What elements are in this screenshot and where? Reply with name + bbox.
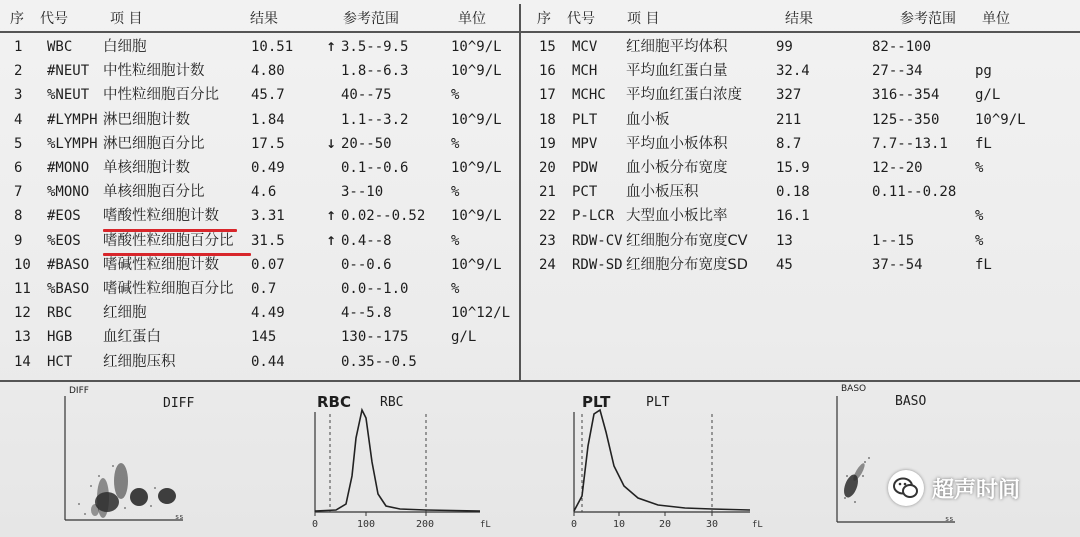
plt-histogram xyxy=(560,386,770,534)
row-unit: 10^9/L xyxy=(451,111,502,128)
row-item-name: 嗜酸性粒细胞百分比 xyxy=(103,232,234,249)
row-result: 13 xyxy=(776,232,793,249)
plt-tick-20: 20 xyxy=(659,519,672,530)
row-result: 0.07 xyxy=(251,256,285,273)
row-flag-arrow: ↑ xyxy=(326,233,337,248)
row-code: %MONO xyxy=(47,184,90,201)
row-reference-range: 130--175 xyxy=(341,329,409,346)
row-result: 99 xyxy=(776,39,793,55)
row-number: 23 xyxy=(539,232,556,249)
row-result: 17.5 xyxy=(251,135,285,152)
highlight-underline-eos-count xyxy=(103,229,237,232)
row-reference-range: 0.11--0.28 xyxy=(872,184,957,201)
header-seq-right: 序 xyxy=(537,11,551,27)
row-unit: 10^9/L xyxy=(451,39,502,55)
header-ref: 参考范围 xyxy=(343,11,399,27)
row-reference-range: 1--15 xyxy=(872,232,915,249)
row-code: %NEUT xyxy=(47,87,90,104)
row-unit: pg xyxy=(975,63,992,80)
row-number: 10 xyxy=(14,256,31,273)
rbc-unit: fL xyxy=(480,520,491,530)
row-reference-range: 12--20 xyxy=(872,160,923,176)
row-number: 13 xyxy=(14,329,31,346)
row-result: 145 xyxy=(251,329,277,346)
row-result: 1.84 xyxy=(251,111,285,128)
row-reference-range: 0.4--8 xyxy=(341,232,392,249)
row-result: 4.49 xyxy=(251,305,285,322)
row-unit: % xyxy=(451,232,460,249)
row-code: PLT xyxy=(572,111,598,128)
row-item-name: 血小板分布宽度 xyxy=(626,160,728,176)
row-number: 12 xyxy=(14,305,31,322)
row-reference-range: 0--0.6 xyxy=(341,256,392,273)
row-item-name: 嗜碱性粒细胞百分比 xyxy=(103,281,234,297)
row-result: 0.7 xyxy=(251,281,277,297)
row-code: #NEUT xyxy=(47,63,90,80)
row-item-name: 大型血小板比率 xyxy=(626,208,728,225)
row-number: 16 xyxy=(539,63,556,80)
diff-scattergram xyxy=(55,386,255,526)
row-code: #EOS xyxy=(47,208,81,225)
row-item-name: 中性粒细胞计数 xyxy=(103,63,205,80)
plt-big-label: PLT xyxy=(582,393,611,411)
row-reference-range: 3.5--9.5 xyxy=(341,39,409,55)
row-code: HCT xyxy=(47,353,73,370)
row-item-name: 红细胞 xyxy=(103,305,147,322)
row-reference-range: 0.0--1.0 xyxy=(341,281,409,297)
row-number: 3 xyxy=(14,87,23,104)
row-number: 14 xyxy=(14,353,31,370)
row-unit: 10^12/L xyxy=(451,305,511,322)
row-number: 21 xyxy=(539,184,556,201)
baso-scattergram xyxy=(825,384,985,530)
row-item-name: 淋巴细胞百分比 xyxy=(103,135,205,152)
row-reference-range: 82--100 xyxy=(872,39,932,55)
rbc-tick-200: 200 xyxy=(416,519,435,530)
row-result: 211 xyxy=(776,111,802,128)
row-result: 4.80 xyxy=(251,63,285,80)
row-reference-range: 27--34 xyxy=(872,63,923,80)
row-result: 8.7 xyxy=(776,135,802,152)
row-result: 45 xyxy=(776,256,793,273)
row-code: %BASO xyxy=(47,281,90,297)
row-item-name: 血红蛋白 xyxy=(103,329,161,346)
row-reference-range: 0.1--0.6 xyxy=(341,160,409,176)
header-item-right: 项 目 xyxy=(627,11,660,27)
row-reference-range: 0.35--0.5 xyxy=(341,353,417,370)
row-item-name: 红细胞平均体积 xyxy=(626,39,728,55)
graph-section-rule xyxy=(0,380,1080,382)
row-flag-arrow: ↑ xyxy=(326,209,337,224)
rbc-title: RBC xyxy=(380,395,404,410)
row-code: #BASO xyxy=(47,256,90,273)
row-item-name: 平均血红蛋白量 xyxy=(626,63,728,80)
header-seq: 序 xyxy=(10,11,24,27)
plt-title: PLT xyxy=(646,395,670,410)
row-number: 20 xyxy=(539,160,556,176)
baso-corner-label: BASO xyxy=(841,384,867,394)
header-result-right: 结果 xyxy=(785,11,813,27)
row-number: 4 xyxy=(14,111,23,128)
row-unit: 10^9/L xyxy=(451,208,502,225)
row-reference-range: 1.1--3.2 xyxy=(341,111,409,128)
row-reference-range: 7.7--13.1 xyxy=(872,135,948,152)
row-item-name: 平均血小板体积 xyxy=(626,135,728,152)
row-reference-range: 20--50 xyxy=(341,135,392,152)
row-item-name: 红细胞压积 xyxy=(103,353,176,370)
row-unit: 10^9/L xyxy=(975,111,1026,128)
row-result: 32.4 xyxy=(776,63,810,80)
row-result: 4.6 xyxy=(251,184,277,201)
row-unit: % xyxy=(451,184,460,201)
row-item-name: 嗜碱性粒细胞计数 xyxy=(103,256,219,273)
row-number: 17 xyxy=(539,87,556,104)
row-number: 18 xyxy=(539,111,556,128)
plt-tick-30: 30 xyxy=(706,519,719,530)
row-item-name: 血小板压积 xyxy=(626,184,699,201)
row-code: HGB xyxy=(47,329,73,346)
row-result: 10.51 xyxy=(251,39,294,55)
row-unit: % xyxy=(451,135,460,152)
row-code: RDW-CV xyxy=(572,232,623,249)
row-item-name: 平均血红蛋白浓度 xyxy=(626,87,742,104)
row-reference-range: 125--350 xyxy=(872,111,940,128)
row-result: 45.7 xyxy=(251,87,285,104)
row-item-name: 嗜酸性粒细胞计数 xyxy=(103,208,219,225)
row-result: 16.1 xyxy=(776,208,810,225)
row-unit: 10^9/L xyxy=(451,63,502,80)
row-item-name: 血小板 xyxy=(626,111,670,128)
row-unit: g/L xyxy=(451,329,477,346)
row-unit: 10^9/L xyxy=(451,256,502,273)
row-unit: fL xyxy=(975,256,992,273)
row-number: 24 xyxy=(539,256,556,273)
header-unit-right: 单位 xyxy=(982,11,1010,27)
row-unit: % xyxy=(451,87,460,104)
header-item: 项 目 xyxy=(110,11,143,27)
row-code: WBC xyxy=(47,39,73,55)
row-unit: fL xyxy=(975,135,992,152)
row-unit: % xyxy=(975,208,984,225)
rbc-big-label: RBC xyxy=(317,393,351,411)
column-divider xyxy=(519,4,521,380)
row-number: 1 xyxy=(14,39,23,55)
plt-tick-0: 0 xyxy=(571,519,578,530)
header-unit: 单位 xyxy=(458,11,486,27)
row-number: 6 xyxy=(14,160,23,176)
row-result: 0.44 xyxy=(251,353,285,370)
header-rule xyxy=(0,31,1080,33)
row-result: 31.5 xyxy=(251,232,285,249)
header-ref-right: 参考范围 xyxy=(900,11,956,27)
diff-title: DIFF xyxy=(163,396,195,411)
row-reference-range: 37--54 xyxy=(872,256,923,273)
header-code: 代号 xyxy=(40,11,68,27)
row-code: PCT xyxy=(572,184,598,201)
rbc-histogram xyxy=(300,386,500,534)
row-code: MCH xyxy=(572,63,598,80)
plt-unit: fL xyxy=(752,520,763,530)
row-code: %EOS xyxy=(47,232,81,249)
row-item-name: 单核细胞计数 xyxy=(103,160,190,176)
row-unit: % xyxy=(451,281,460,297)
plt-tick-10: 10 xyxy=(613,519,626,530)
row-flag-arrow: ↓ xyxy=(326,136,337,151)
row-item-name: 中性粒细胞百分比 xyxy=(103,87,219,104)
watermark-text: 超声时间 xyxy=(932,477,1021,503)
row-number: 2 xyxy=(14,63,23,80)
header-code-right: 代号 xyxy=(567,11,595,27)
row-result: 0.49 xyxy=(251,160,285,176)
row-unit: % xyxy=(975,232,984,249)
row-number: 11 xyxy=(14,281,31,297)
row-number: 9 xyxy=(14,232,23,249)
row-number: 5 xyxy=(14,135,23,152)
row-number: 7 xyxy=(14,184,23,201)
row-code: MCV xyxy=(572,39,598,55)
diff-axis-label: ss xyxy=(175,513,184,521)
row-number: 8 xyxy=(14,208,23,225)
rbc-tick-100: 100 xyxy=(357,519,376,530)
row-code: RDW-SD xyxy=(572,256,623,273)
row-number: 22 xyxy=(539,208,556,225)
row-code: %LYMPH xyxy=(47,135,98,152)
row-reference-range: 0.02--0.52 xyxy=(341,208,426,225)
row-code: PDW xyxy=(572,160,598,176)
row-reference-range: 40--75 xyxy=(341,87,392,104)
highlight-underline-eos-percent xyxy=(103,253,251,256)
row-number: 19 xyxy=(539,135,556,152)
row-unit: g/L xyxy=(975,87,1001,104)
baso-axis-label: ss xyxy=(945,515,954,523)
row-item-name: 红细胞分布宽度SD xyxy=(626,256,748,273)
row-item-name: 红细胞分布宽度CV xyxy=(626,232,748,249)
row-item-name: 淋巴细胞计数 xyxy=(103,111,190,128)
baso-title: BASO xyxy=(895,394,927,409)
row-code: MCHC xyxy=(572,87,606,104)
row-result: 15.9 xyxy=(776,160,810,176)
diff-corner-label: DIFF xyxy=(69,386,89,396)
row-code: MPV xyxy=(572,135,598,152)
row-reference-range: 1.8--6.3 xyxy=(341,63,409,80)
rbc-tick-0: 0 xyxy=(312,519,319,530)
wechat-icon xyxy=(888,470,924,506)
row-code: RBC xyxy=(47,305,73,322)
row-result: 3.31 xyxy=(251,208,285,225)
row-result: 0.18 xyxy=(776,184,810,201)
row-reference-range: 3--10 xyxy=(341,184,384,201)
row-reference-range: 4--5.8 xyxy=(341,305,392,322)
row-item-name: 白细胞 xyxy=(103,39,147,55)
row-result: 327 xyxy=(776,87,802,104)
row-code: #MONO xyxy=(47,160,90,176)
row-code: P-LCR xyxy=(572,208,615,225)
row-code: #LYMPH xyxy=(47,111,98,128)
row-unit: 10^9/L xyxy=(451,160,502,176)
row-flag-arrow: ↑ xyxy=(326,40,337,54)
row-item-name: 单核细胞百分比 xyxy=(103,184,205,201)
row-reference-range: 316--354 xyxy=(872,87,940,104)
wechat-watermark xyxy=(888,470,1020,506)
row-number: 15 xyxy=(539,39,556,55)
row-unit: % xyxy=(975,160,984,176)
header-result: 结果 xyxy=(250,11,278,27)
